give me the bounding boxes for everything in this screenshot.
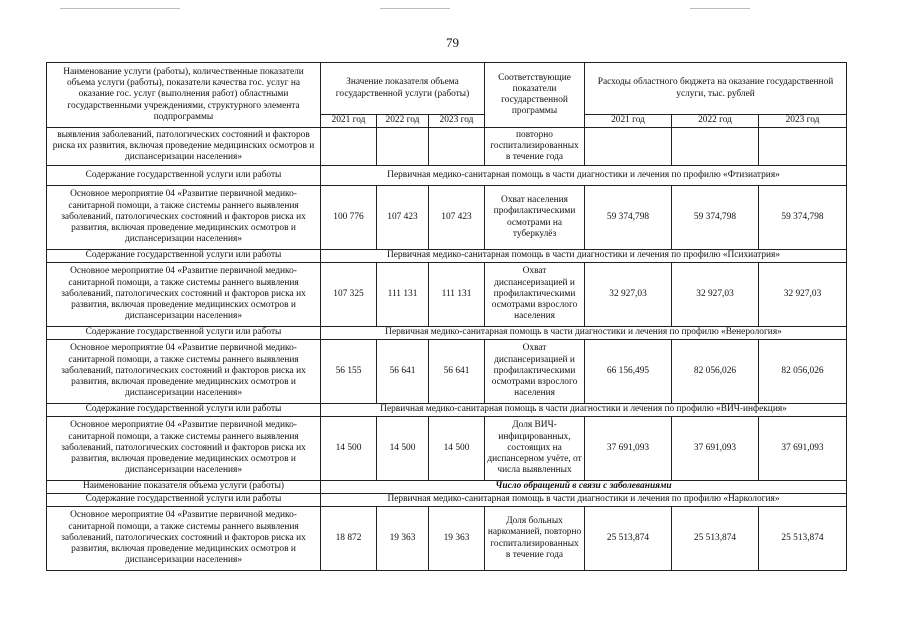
year-header: 2021 год [585,115,672,128]
scan-artifact [380,8,450,9]
year-header: 2021 год [321,115,377,128]
scan-artifact [690,8,750,9]
expense-value: 59 374,798 [585,186,672,250]
volume-value: 100 776 [321,186,377,250]
content-label: Содержание государственной услуги или работы [47,404,321,417]
expense-value: 32 927,03 [585,263,672,327]
volume-value: 56 641 [377,340,429,404]
measure-name-continued: выявления заболеваний, патологических состояний и факторов риска их развития, включая проведение медицинских осмотров и диспансеризации населения» [47,128,321,166]
program-indicator: повторно госпитализированных в течение года [485,128,585,166]
content-value: Первичная медико-санитарная помощь в части диагностики и лечения по профилю «Венерология» [321,327,847,340]
expense-value: 82 056,026 [672,340,759,404]
volume-value: 19 363 [377,507,429,571]
content-value: Первичная медико-санитарная помощь в части диагностики и лечения по профилю «Психиатрия» [321,250,847,263]
content-label: Содержание государственной услуги или работы [47,250,321,263]
expense-value: 37 691,093 [585,417,672,481]
expense-value: 66 156,495 [585,340,672,404]
volume-indicator-label: Наименование показателя объема услуги (работы) [47,481,321,494]
header-expenses-column: Расходы областного бюджета на оказание государственной услуги, тыс. рублей [585,63,847,115]
header-volume-column: Значение показателя объема государственной услуги (работы) [321,63,485,115]
expense-value: 32 927,03 [672,263,759,327]
year-header: 2022 год [672,115,759,128]
volume-value: 56 155 [321,340,377,404]
table-row [47,417,847,481]
volume-value: 107 423 [377,186,429,250]
header-program-column: Соответствующие показатели государственной программы [485,63,585,128]
volume-value: 14 500 [429,417,485,481]
table-row [47,340,847,404]
content-value: Первичная медико-санитарная помощь в части диагностики и лечения по профилю «ВИЧ-инфекция» [321,404,847,417]
program-indicator: Охват диспансеризацией и профилактическими осмотрами взрослого населения [485,340,585,404]
year-header: 2022 год [377,115,429,128]
volume-value: 107 325 [321,263,377,327]
header-name-column: Наименование услуги (работы), количественные показатели объема услуги (работы), показатели качества гос. услуг на оказание гос. услуг (выполнения работ) областными государственными учреждениями, структурного элемента подпрограммы [47,63,321,128]
content-row [47,404,847,417]
table-row [47,507,847,571]
volume-value: 14 500 [377,417,429,481]
measure-name: Основное мероприятие 04 «Развитие первичной медико-санитарной помощи, а также системы раннего выявления заболеваний, патологических состояний и факторов риска их развития, включая проведение медицинских осмотров и диспансеризации населения» [47,417,321,481]
expense-value: 25 513,874 [759,507,847,571]
volume-value: 14 500 [321,417,377,481]
expenses-table [46,62,847,571]
volume-value: 111 131 [377,263,429,327]
expense-value: 32 927,03 [759,263,847,327]
content-row [47,250,847,263]
page-number: 79 [446,35,459,50]
program-indicator: Охват населения профилактическими осмотрами на туберкулёз [485,186,585,250]
scan-artifact [60,8,180,9]
content-label: Содержание государственной услуги или работы [47,327,321,340]
expense-value: 82 056,026 [759,340,847,404]
program-indicator: Доля больных наркоманией, повторно госпитализированных в течение года [485,507,585,571]
content-label: Содержание государственной услуги или работы [47,166,321,186]
volume-value: 56 641 [429,340,485,404]
measure-name: Основное мероприятие 04 «Развитие первичной медико-санитарной помощи, а также системы раннего выявления заболеваний, патологических состояний и факторов риска их развития, включая проведение медицинских осмотров и диспансеризации населения» [47,507,321,571]
program-indicator: Охват диспансеризацией и профилактическими осмотрами взрослого населения [485,263,585,327]
volume-value: 19 363 [429,507,485,571]
program-indicator: Доля ВИЧ-инфицированных, состоящих на диспансерном учёте, от числа выявленных [485,417,585,481]
table-row [47,263,847,327]
expense-value: 59 374,798 [759,186,847,250]
content-value: Первичная медико-санитарная помощь в части диагностики и лечения по профилю «Наркология» [321,494,847,507]
table-row [47,186,847,250]
volume-indicator-value: Число обращений в связи с заболеваниями [321,481,847,494]
volume-value: 18 872 [321,507,377,571]
expense-value: 37 691,093 [759,417,847,481]
expense-value: 37 691,093 [672,417,759,481]
measure-name: Основное мероприятие 04 «Развитие первичной медико-санитарной помощи, а также системы раннего выявления заболеваний, патологических состояний и факторов риска их развития, включая проведение медицинских осмотров и диспансеризации населения» [47,263,321,327]
content-row [47,327,847,340]
year-header: 2023 год [759,115,847,128]
volume-indicator-row [47,481,847,494]
volume-value: 107 423 [429,186,485,250]
content-row [47,166,847,186]
measure-name: Основное мероприятие 04 «Развитие первичной медико-санитарной помощи, а также системы раннего выявления заболеваний, патологических состояний и факторов риска их развития, включая проведение медицинских осмотров и диспансеризации населения» [47,340,321,404]
table-row [47,128,847,166]
expense-value: 25 513,874 [585,507,672,571]
content-row [47,494,847,507]
year-header: 2023 год [429,115,485,128]
expense-value: 25 513,874 [672,507,759,571]
expense-value: 59 374,798 [672,186,759,250]
volume-value: 111 131 [429,263,485,327]
content-label: Содержание государственной услуги или работы [47,494,321,507]
measure-name: Основное мероприятие 04 «Развитие первичной медико-санитарной помощи, а также системы раннего выявления заболеваний, патологических состояний и факторов риска их развития, включая проведение медицинских осмотров и диспансеризации населения» [47,186,321,250]
content-value: Первичная медико-санитарная помощь в части диагностики и лечения по профилю «Фтизиатрия» [321,166,847,186]
